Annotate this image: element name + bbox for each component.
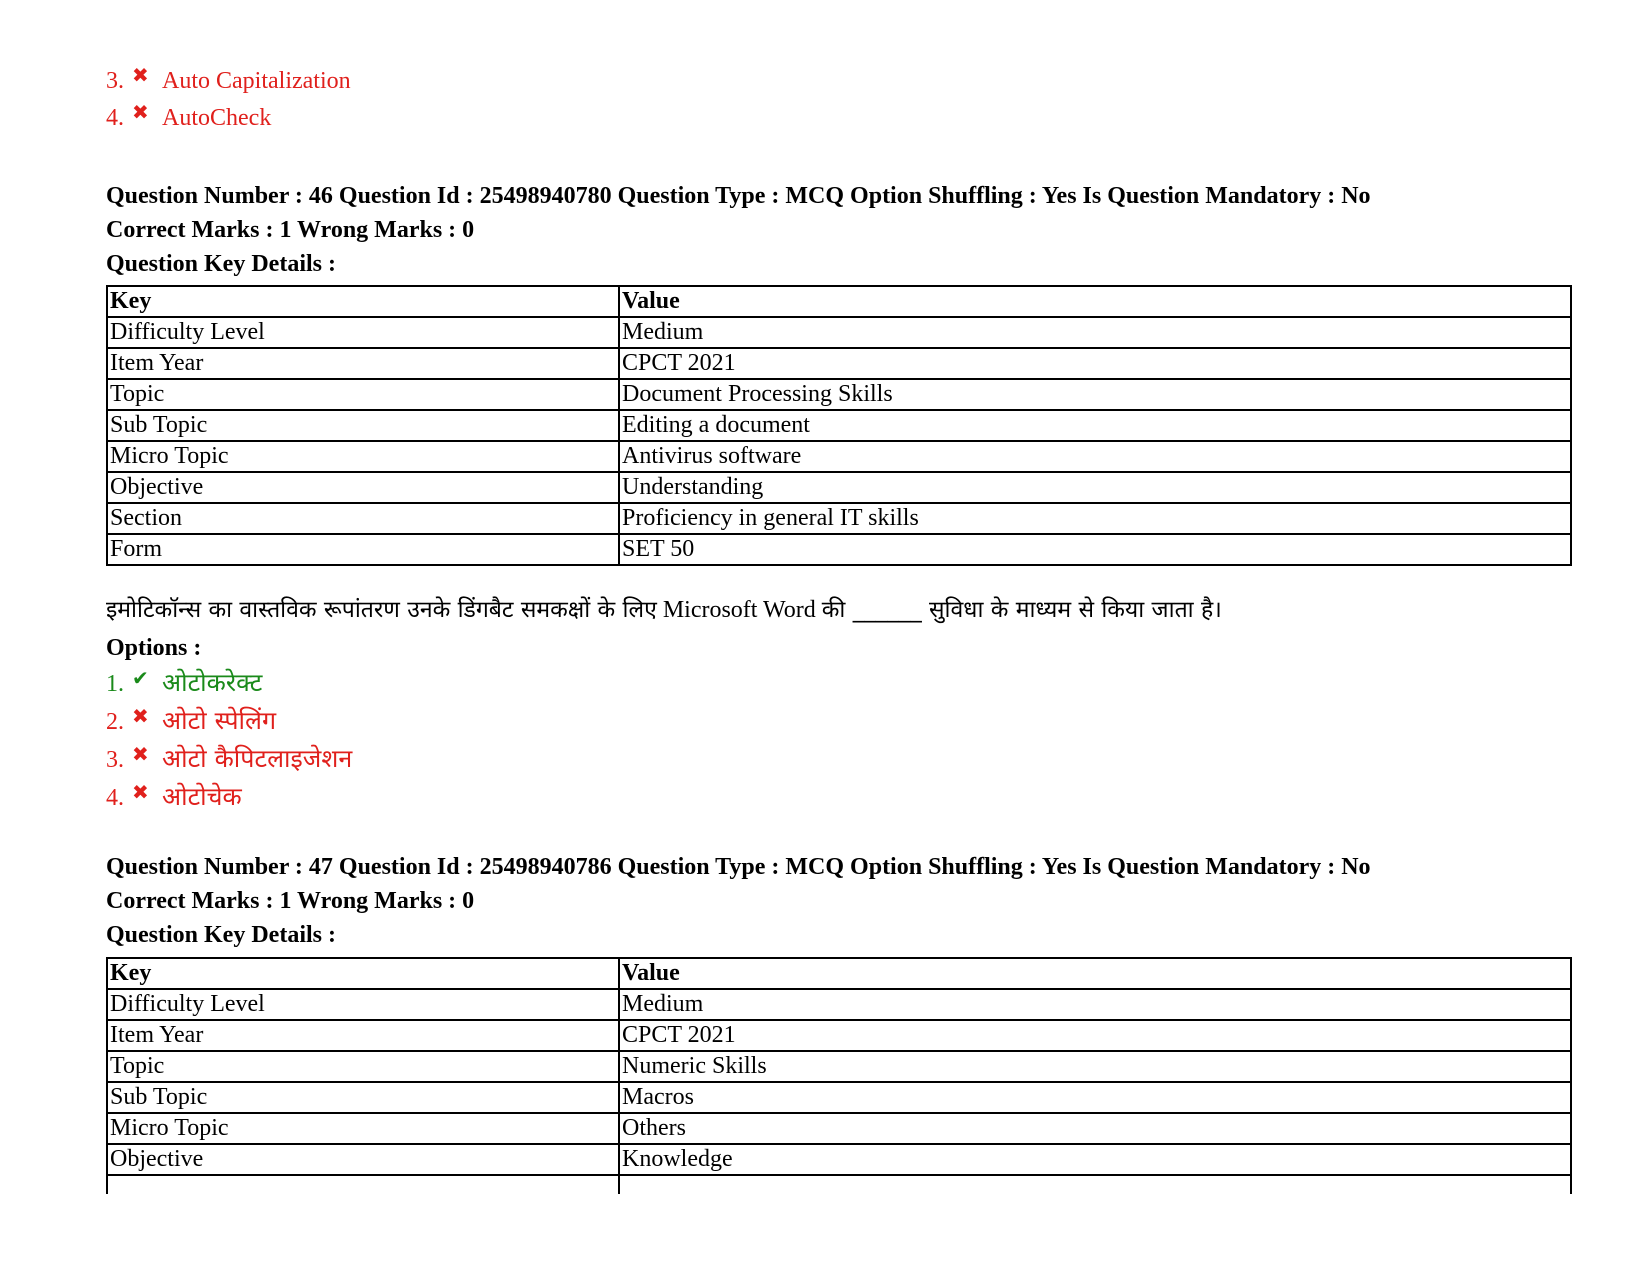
- option-text: AutoCheck: [162, 105, 272, 131]
- row-value: Medium: [619, 317, 1571, 348]
- table-header-row: [107, 286, 1571, 317]
- question-text: [106, 593, 1222, 627]
- row-value: Document Processing Skills: [619, 379, 1571, 410]
- question-text-part2: Microsoft Word: [656, 597, 822, 623]
- options-label: Options :: [106, 635, 202, 661]
- option-number: 1.: [106, 671, 124, 697]
- table-row: [107, 503, 1571, 534]
- option-text: ओटोचेक: [162, 782, 242, 811]
- table-row: [107, 410, 1571, 441]
- table-row: [107, 379, 1571, 410]
- option-row: [106, 744, 352, 776]
- table-row: [107, 441, 1571, 472]
- table-row: [107, 1020, 1571, 1051]
- cross-icon: ✖: [132, 65, 149, 87]
- row-value: SET 50: [619, 534, 1571, 565]
- option-number: 4.: [106, 105, 124, 131]
- row-value: Understanding: [619, 472, 1571, 503]
- option-row: [106, 103, 271, 134]
- row-key: Sub Topic: [107, 410, 619, 441]
- cross-icon: ✖: [132, 782, 149, 804]
- option-text: ओटोकरेक्ट: [162, 668, 263, 697]
- row-value: Macros: [619, 1082, 1571, 1113]
- row-key: Sub Topic: [107, 1082, 619, 1113]
- cross-icon: ✖: [132, 706, 149, 728]
- table-row: [107, 472, 1571, 503]
- row-value: CPCT 2021: [619, 1020, 1571, 1051]
- table-row: [107, 534, 1571, 565]
- key-details-label: Question Key Details :: [106, 251, 336, 277]
- option-number: 2.: [106, 709, 124, 735]
- row-key: Objective: [107, 1144, 619, 1175]
- option-text: Auto Capitalization: [162, 68, 351, 94]
- option-number: 4.: [106, 785, 124, 811]
- cross-icon: ✖: [132, 744, 149, 766]
- cross-icon: ✖: [132, 102, 149, 124]
- table-row: [107, 1144, 1571, 1175]
- row-key: Micro Topic: [107, 441, 619, 472]
- option-text: ओटो कैपिटलाइजेशन: [162, 744, 353, 773]
- table-row: [107, 989, 1571, 1020]
- question-meta-line: Question Number : 46 Question Id : 25498940780 Question Type : MCQ Option Shuffling : Yes Is Question Mandatory : No: [106, 183, 1371, 209]
- table-header-key: Key: [107, 958, 619, 989]
- marks-line: Correct Marks : 1 Wrong Marks : 0: [106, 888, 475, 914]
- table-row: [107, 1113, 1571, 1144]
- row-key: Difficulty Level: [107, 317, 619, 348]
- check-icon: ✔: [132, 668, 149, 690]
- option-row: [106, 66, 351, 97]
- table-header-row: [107, 958, 1571, 989]
- question-text-part3: की ______ सुविधा के माध्यम से किया जाता है।: [821, 597, 1222, 623]
- table-row: [107, 348, 1571, 379]
- row-key: Topic: [107, 1051, 619, 1082]
- key-details-label: Question Key Details :: [106, 922, 336, 948]
- table-header-value: Value: [619, 286, 1571, 317]
- question-text-part1: इमोटिकॉन्स का वास्तविक रूपांतरण उनके डिंगबैट समकक्षों के लिए: [106, 597, 657, 623]
- row-value: Proficiency in general IT skills: [619, 503, 1571, 534]
- row-value: Numeric Skills: [619, 1051, 1571, 1082]
- question-key-table: [106, 957, 1572, 1194]
- row-value: Editing a document: [619, 410, 1571, 441]
- option-row: [106, 706, 276, 738]
- table-row: [107, 1051, 1571, 1082]
- table-row: [107, 317, 1571, 348]
- option-text: ओटो स्पेलिंग: [162, 706, 277, 735]
- row-key: Item Year: [107, 1020, 619, 1051]
- row-key: Topic: [107, 379, 619, 410]
- row-value: Others: [619, 1113, 1571, 1144]
- row-key: Section: [107, 503, 619, 534]
- table-row-cut-off: [107, 1175, 1571, 1194]
- row-key: Difficulty Level: [107, 989, 619, 1020]
- row-key: Objective: [107, 472, 619, 503]
- row-value: Antivirus software: [619, 441, 1571, 472]
- table-row: [107, 1082, 1571, 1113]
- option-number: 3.: [106, 68, 124, 94]
- table-header-key: Key: [107, 286, 619, 317]
- question-key-table: [106, 285, 1572, 566]
- row-value: CPCT 2021: [619, 348, 1571, 379]
- row-value: Knowledge: [619, 1144, 1571, 1175]
- row-key: Micro Topic: [107, 1113, 619, 1144]
- row-value: Medium: [619, 989, 1571, 1020]
- option-row: [106, 782, 242, 814]
- marks-line: Correct Marks : 1 Wrong Marks : 0: [106, 217, 475, 243]
- table-header-value: Value: [619, 958, 1571, 989]
- option-row-correct: [106, 668, 262, 700]
- row-key: Form: [107, 534, 619, 565]
- option-number: 3.: [106, 747, 124, 773]
- row-key: Item Year: [107, 348, 619, 379]
- question-meta-line: Question Number : 47 Question Id : 25498940786 Question Type : MCQ Option Shuffling : Yes Is Question Mandatory : No: [106, 854, 1371, 880]
